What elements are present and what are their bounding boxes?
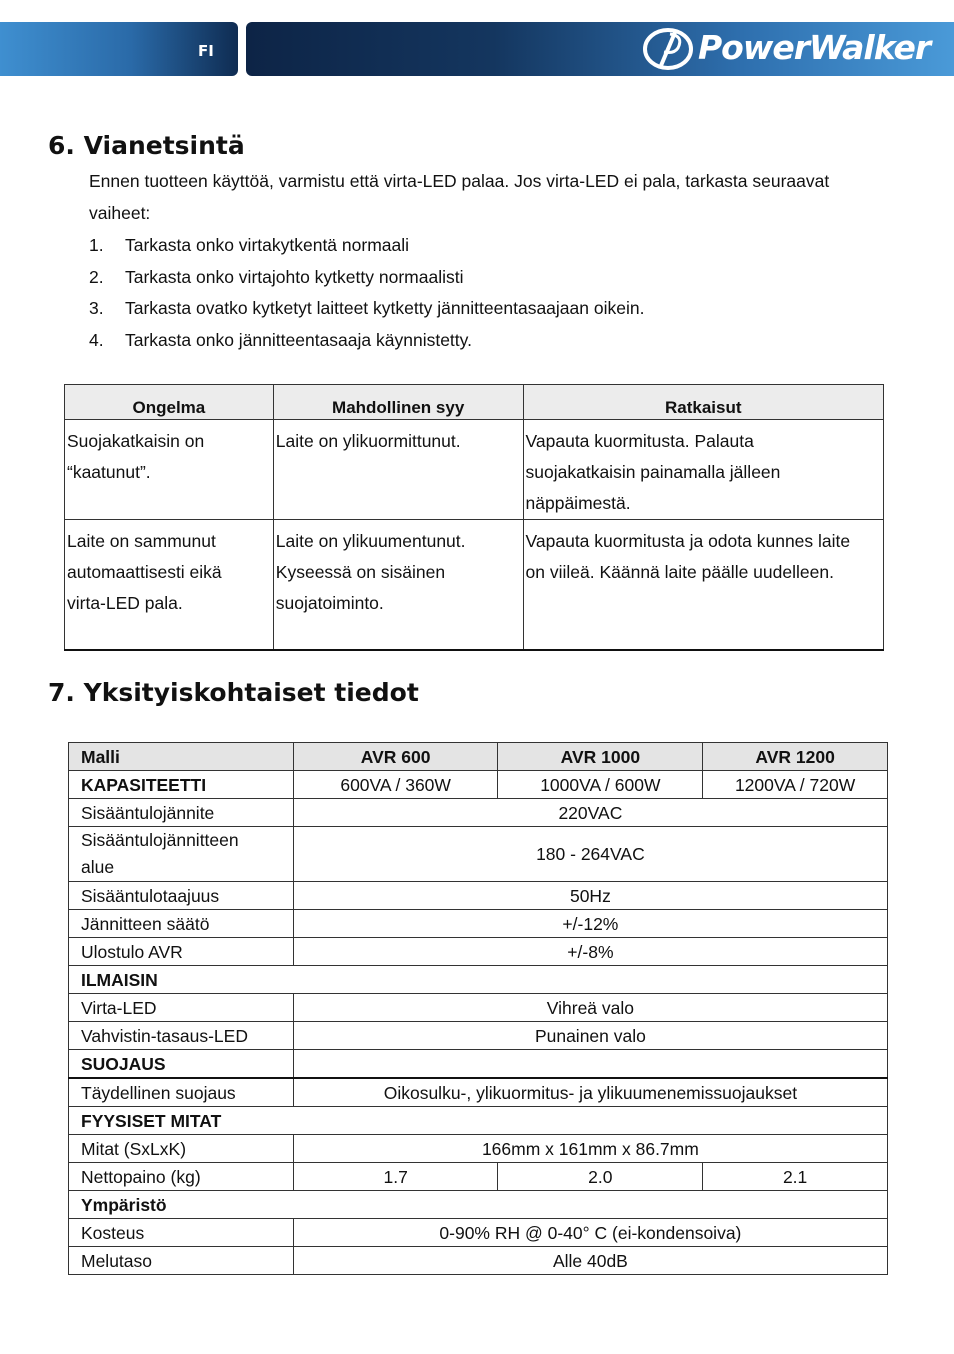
problem-cell: Laite on sammunut automaattisesti eikä virta-LED pala. — [65, 520, 274, 651]
row-label: Täydellinen suojaus — [69, 1078, 294, 1107]
row-label: Vahvistin-tasaus-LED — [69, 1022, 294, 1050]
table-row — [69, 994, 888, 1022]
list-item-number: 2. — [89, 267, 104, 287]
table-row — [69, 1219, 888, 1247]
list-item-number: 3. — [89, 298, 104, 318]
row-label: Sisääntulojännite — [69, 799, 294, 827]
cause-cell: Laite on ylikuormittunut. — [273, 420, 523, 520]
row-label: Melutaso — [69, 1247, 294, 1275]
section-label: Ympäristö — [69, 1191, 888, 1219]
section-6-title: 6. Vianetsintä — [48, 131, 245, 160]
list-item-text: Tarkasta onko virtajohto kytketty normaalisti — [125, 267, 464, 287]
column-header: Mahdollinen syy — [273, 385, 523, 420]
model-name: AVR 600 — [293, 743, 498, 771]
table-header-row — [69, 743, 888, 771]
table-row — [65, 420, 884, 520]
table-header-row — [65, 385, 884, 420]
column-header: Ongelma — [65, 385, 274, 420]
row-value: 0-90% RH @ 0-40° C (ei-kondensoiva) — [293, 1219, 887, 1247]
list-item-number: 1. — [89, 235, 104, 255]
row-label: Nettopaino (kg) — [69, 1163, 294, 1191]
spec-table — [68, 742, 888, 1275]
row-value: Vihreä valo — [293, 994, 887, 1022]
table-row — [69, 1078, 888, 1107]
list-item — [89, 261, 463, 293]
row-value: +/-8% — [293, 938, 887, 966]
row-label: Jännitteen säätö — [69, 910, 294, 938]
section-label: FYYSISET MITAT — [69, 1107, 888, 1135]
intro-line-1: Ennen tuotteen käyttöä, varmistu että virta-LED palaa. Jos virta-LED ei pala, tarkasta seuraavat — [89, 171, 830, 191]
section-label: SUOJAUS — [69, 1050, 294, 1079]
problem-cell: Suojakatkaisin on “kaatunut”. — [65, 420, 274, 520]
list-item-number: 4. — [89, 330, 104, 350]
weight-value: 1.7 — [293, 1163, 498, 1191]
row-value: Alle 40dB — [293, 1247, 887, 1275]
solution-cell: Vapauta kuormitusta. Palauta suojakatkaisin painamalla jälleen näppäimestä. — [523, 420, 883, 520]
table-row — [69, 1050, 888, 1079]
row-label: Virta-LED — [69, 994, 294, 1022]
table-row — [65, 520, 884, 651]
capacity-value: 1000VA / 600W — [498, 771, 703, 799]
row-label: Sisääntulotaajuus — [69, 882, 294, 910]
model-name: AVR 1200 — [703, 743, 888, 771]
table-row — [69, 1022, 888, 1050]
weight-value: 2.0 — [498, 1163, 703, 1191]
list-item — [89, 229, 409, 261]
capacity-value: 600VA / 360W — [293, 771, 498, 799]
troubleshooting-table — [64, 384, 884, 651]
language-label: FI — [198, 42, 214, 60]
row-value: 180 - 264VAC — [293, 827, 887, 882]
intro-line-2: vaiheet: — [89, 203, 151, 223]
brand-name: PowerWalker — [698, 28, 931, 67]
table-row — [69, 882, 888, 910]
row-value: +/-12% — [293, 910, 887, 938]
table-row — [69, 938, 888, 966]
table-row — [69, 827, 888, 882]
row-value: Punainen valo — [293, 1022, 887, 1050]
list-item-text: Tarkasta onko jännitteentasaaja käynnistetty. — [125, 330, 472, 350]
table-row — [69, 1247, 888, 1275]
table-row — [69, 966, 888, 994]
row-value: 166mm x 161mm x 86.7mm — [293, 1135, 887, 1163]
model-label: Malli — [69, 743, 294, 771]
row-value: Oikosulku-, ylikuormitus- ja ylikuumenemissuojaukset — [293, 1078, 887, 1107]
cause-cell: Laite on ylikuumentunut. Kyseessä on sisäinen suojatoiminto. — [273, 520, 523, 651]
weight-value: 2.1 — [703, 1163, 888, 1191]
row-value: 50Hz — [293, 882, 887, 910]
table-row — [69, 910, 888, 938]
row-value: 220VAC — [293, 799, 887, 827]
list-item-text: Tarkasta onko virtakytkentä normaali — [125, 235, 410, 255]
row-label: Kosteus — [69, 1219, 294, 1247]
table-row — [69, 799, 888, 827]
capacity-label: KAPASITEETTI — [69, 771, 294, 799]
list-item — [89, 292, 644, 324]
row-label: Mitat (SxLxK) — [69, 1135, 294, 1163]
table-row — [69, 771, 888, 799]
list-item — [89, 324, 472, 356]
section-label: ILMAISIN — [69, 966, 888, 994]
column-header: Ratkaisut — [523, 385, 883, 420]
empty-cell — [293, 1050, 887, 1079]
table-row — [69, 1191, 888, 1219]
table-row — [69, 1163, 888, 1191]
model-name: AVR 1000 — [498, 743, 703, 771]
list-item-text: Tarkasta ovatko kytketyt laitteet kytketty jännitteentasaajaan oikein. — [125, 298, 645, 318]
capacity-value: 1200VA / 720W — [703, 771, 888, 799]
solution-cell: Vapauta kuormitusta ja odota kunnes laite on viileä. Käännä laite päälle uudelleen. — [523, 520, 883, 651]
row-label: Sisääntulojännitteen alue — [69, 827, 294, 882]
table-row — [69, 1135, 888, 1163]
section-7-title: 7. Yksityiskohtaiset tiedot — [48, 678, 419, 707]
table-row — [69, 1107, 888, 1135]
row-label: Ulostulo AVR — [69, 938, 294, 966]
